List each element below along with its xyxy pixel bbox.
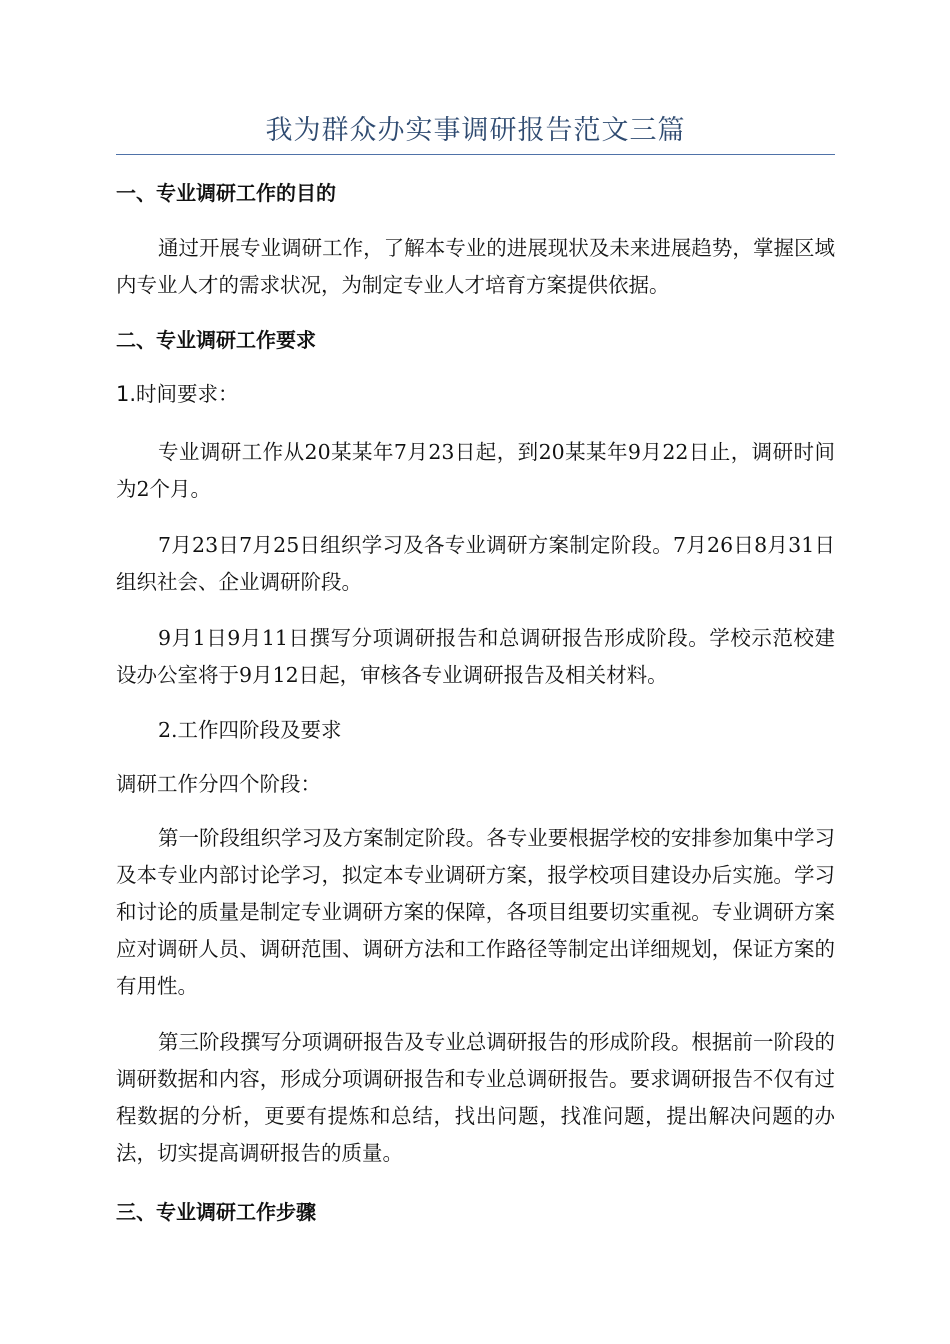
title-underline [116, 154, 835, 155]
time-paragraph: 专业调研工作从20某某年7月23日起，到20某某年9月22日止，调研时间为2个月。 [116, 440, 835, 501]
four-stages-intro: 调研工作分四个阶段： [116, 772, 321, 796]
work-stages-heading: 2.工作四阶段及要求 [158, 718, 342, 742]
stage-3-paragraph: 第三阶段撰写分项调研报告及专业总调研报告的形成阶段。根据前一阶段的调研数据和内容，形成分项调研报告和专业总调研报告。要求调研报告不仅有过程数据的分析，更要有提炼和总结，找出问题，找准问题，提出解决问题的办法，切实提高调研报告的质量。 [116, 1030, 835, 1165]
item-number: 1. [116, 382, 137, 406]
section-2-heading: 二、专业调研工作要求 [116, 328, 316, 352]
stage-schedule-paragraph-b: 9月1日9月11日撰写分项调研报告和总调研报告形成阶段。学校示范校建设办公室将于9月12日起，审核各专业调研报告及相关材料。 [116, 626, 835, 687]
section-1-paragraph: 通过开展专业调研工作，了解本专业的进展现状及未来进展趋势，掌握区域内专业人才的需求状况，为制定专业人才培育方案提供依据。 [116, 236, 835, 297]
time-requirement-heading [116, 376, 835, 413]
stage-schedule-paragraph-a: 7月23日7月25日组织学习及各专业调研方案制定阶段。7月26日8月31日组织社会、企业调研阶段。 [116, 533, 835, 594]
document-title: 我为群众办实事调研报告范文三篇 [265, 115, 686, 146]
section-1-heading: 一、专业调研工作的目的 [116, 181, 336, 205]
stage-1-paragraph: 第一阶段组织学习及方案制定阶段。各专业要根据学校的安排参加集中学习及本专业内部讨论学习，拟定本专业调研方案，报学校项目建设办后实施。学习和讨论的质量是制定专业调研方案的保障，各项目组要切实重视。专业调研方案应对调研人员、调研范围、调研方法和工作路径等制定出详细规划，保证方案的有用性。 [116, 826, 835, 998]
item-label: 时间要求： [136, 382, 239, 406]
section-3-heading: 三、专业调研工作步骤 [116, 1200, 316, 1224]
